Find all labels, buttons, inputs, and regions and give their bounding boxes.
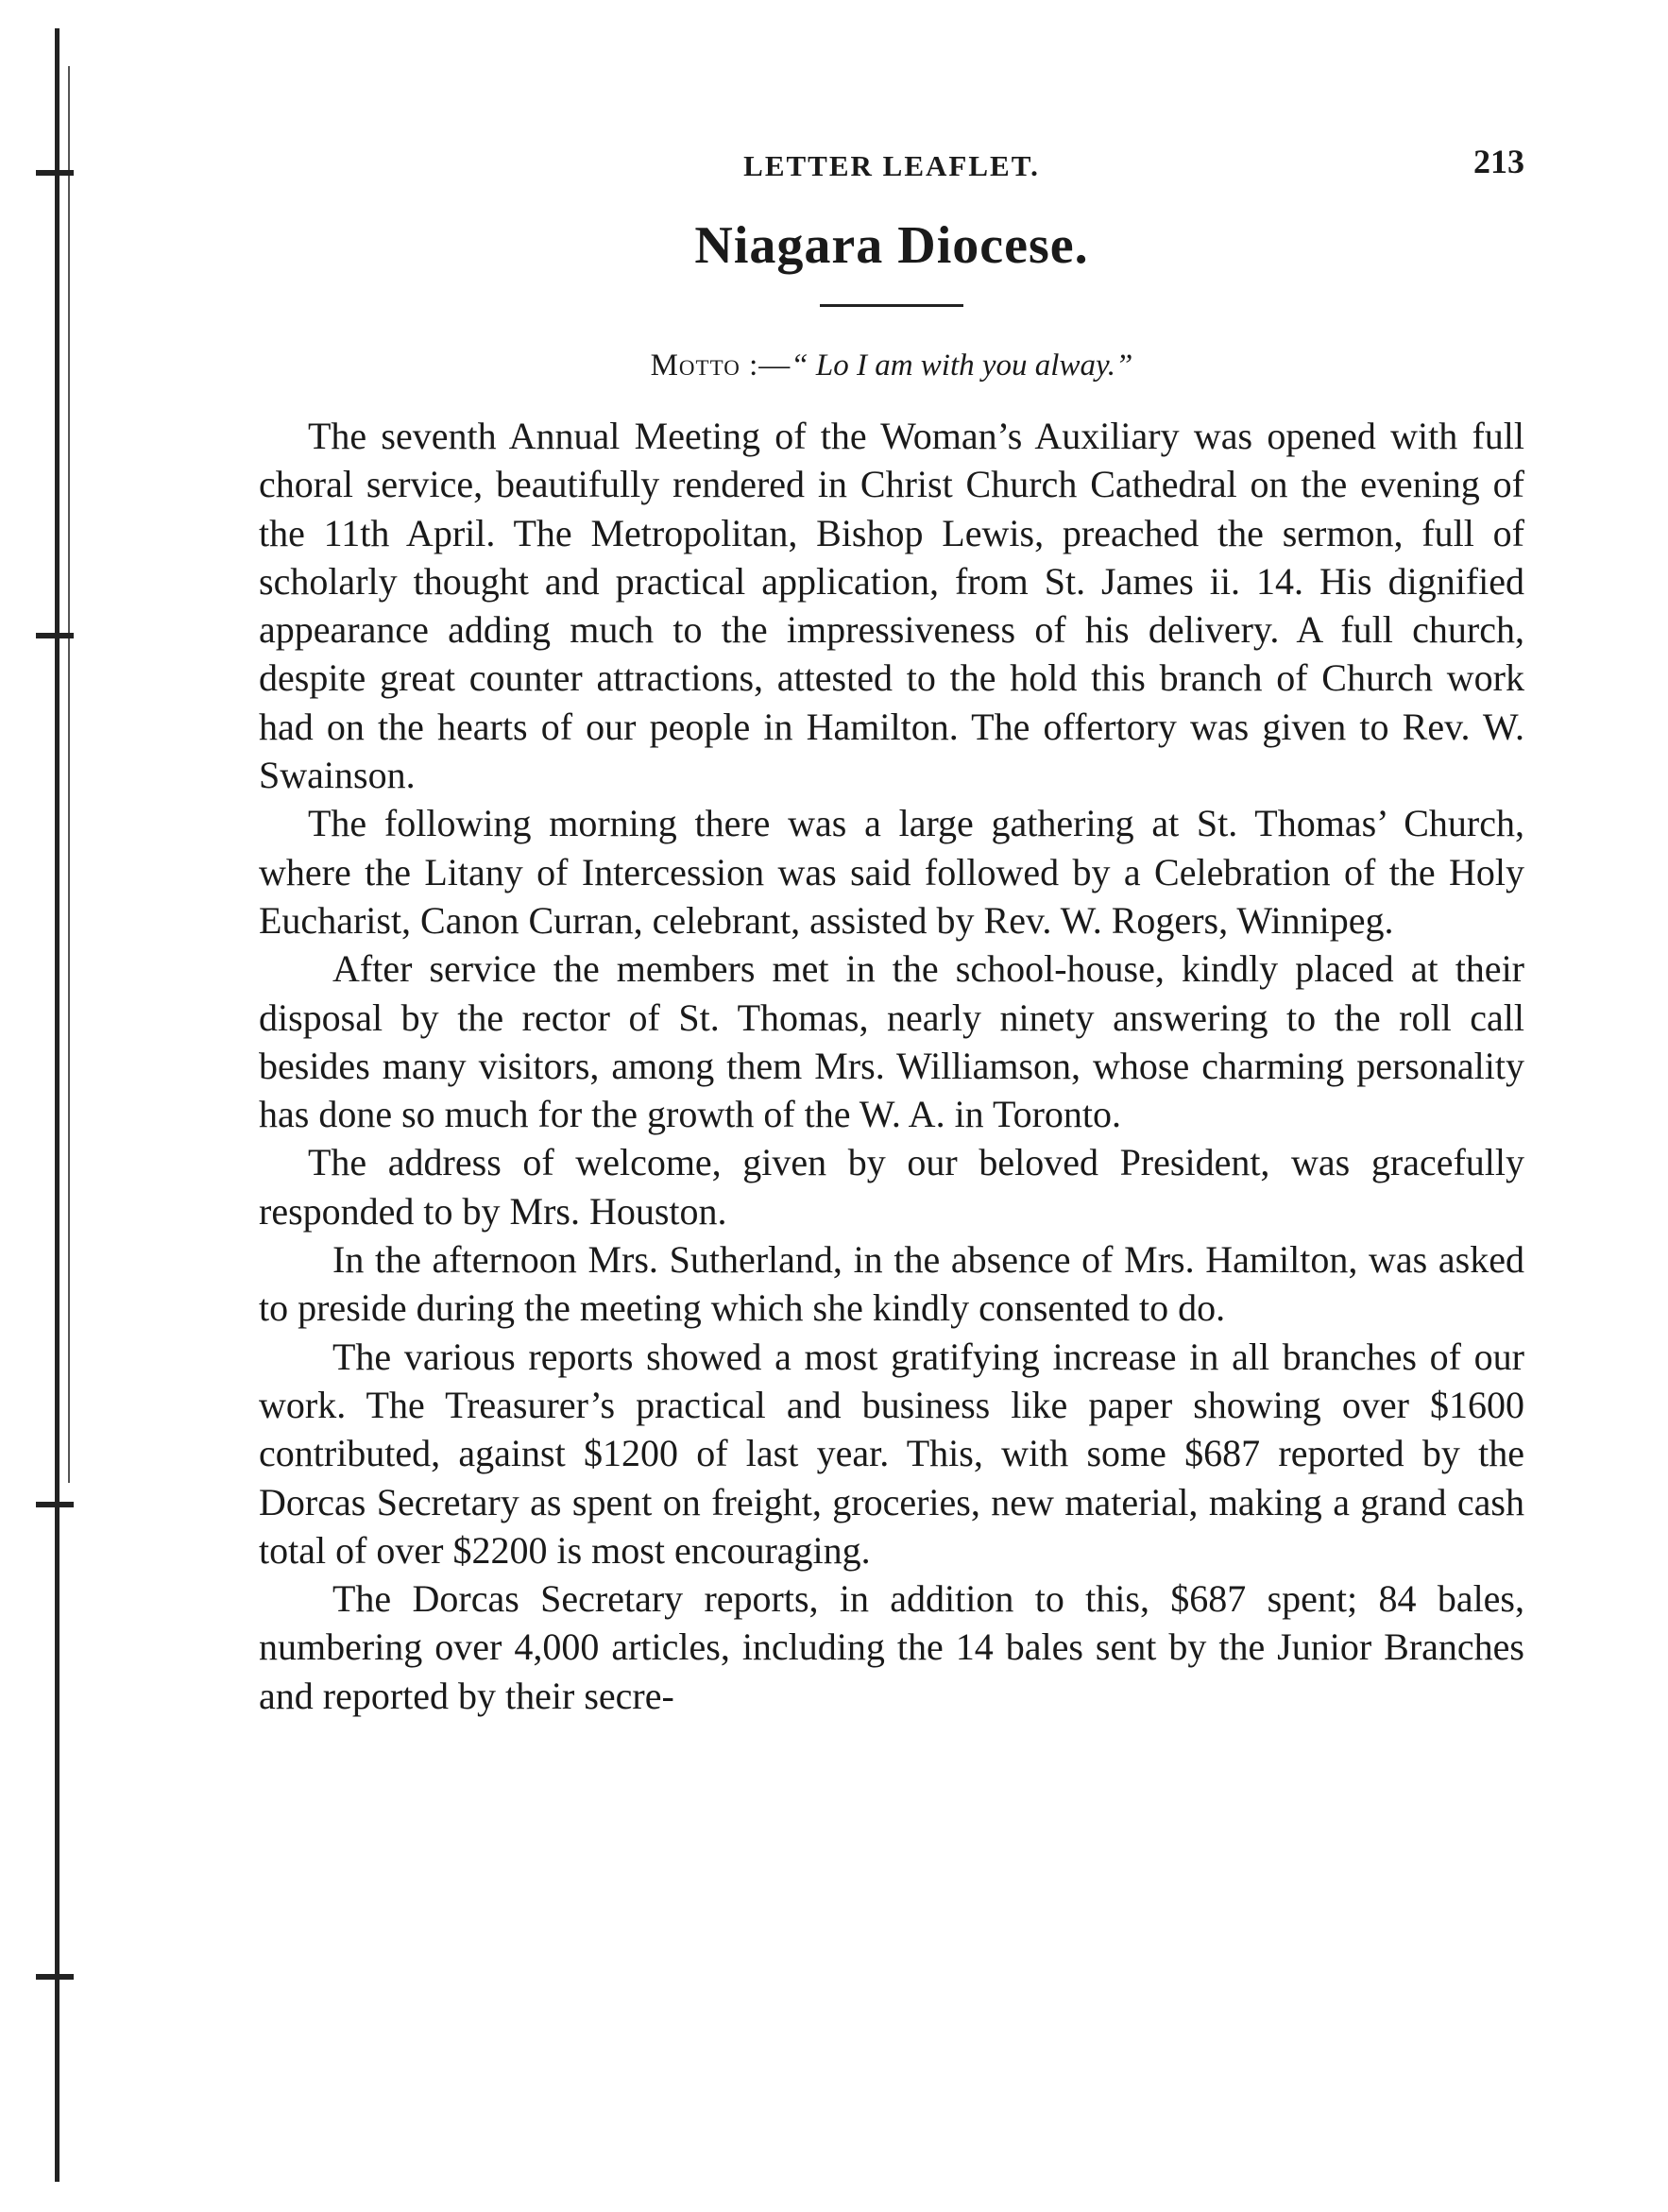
paragraph: The address of welcome, given by our beloved President, was gracefully responded to by Mrs. Houston. bbox=[259, 1141, 1524, 1233]
paragraph: The seventh Annual Meeting of the Woman’s Auxiliary was opened with full choral service, beautifully rendered in Christ Church Cathedral on the evening of the 11th April. The Metropolitan, Bishop Lewis, preached the sermon, full of scholarly thought and practical application, from St. James ii. 14. His dignified appearance adding much to the impressiveness of his delivery. A full church, despite great counter attractions, attested to the hold this branch of Church work had on the hearts of our people in Hamilton. The offertory was given to Rev. W. Swainson. bbox=[259, 415, 1524, 797]
binding-mark bbox=[36, 633, 74, 638]
binding-mark bbox=[36, 1502, 74, 1507]
binding-mark bbox=[36, 170, 74, 176]
motto bbox=[259, 349, 1524, 383]
motto-text: “ Lo I am with you alway.” bbox=[791, 349, 1133, 383]
page-header bbox=[259, 140, 1524, 196]
paragraph: The Dorcas Secretary reports, in addition to this, $687 spent; 84 bales, numbering over 4,000 articles, including the 14 bales sent by the Junior Branches and reported by their secre- bbox=[259, 1577, 1524, 1717]
paragraph: The various reports showed a most gratifying increase in all branches of our work. The Treasurer’s practical and business like paper showing over $1600 contributed, against $1200 of last year. This, with some $687 reported by the Dorcas Secretary as spent on freight, groceries, new material, making a grand cash total of over $2200 is most encouraging. bbox=[259, 1335, 1524, 1572]
book-page bbox=[259, 140, 1524, 1720]
paragraph: After service the members met in the school-house, kindly placed at their disposal by the rector of St. Thomas, nearly ninety answering to the roll call besides many visitors, among them Mrs. Williamson, whose charming personality has done so much for the growth of the W. A. in Toronto. bbox=[259, 947, 1524, 1136]
binding-mark bbox=[36, 1974, 74, 1980]
article-body bbox=[259, 412, 1524, 1720]
title-rule bbox=[820, 304, 963, 307]
book-binding-edge bbox=[55, 28, 60, 2182]
paragraph: In the afternoon Mrs. Sutherland, in the absence of Mrs. Hamilton, was asked to preside during the meeting which she kindly consented to do. bbox=[259, 1238, 1524, 1330]
book-binding-line bbox=[68, 66, 70, 1483]
motto-label: Motto :— bbox=[650, 349, 791, 383]
section-title: Niagara Diocese. bbox=[694, 216, 1089, 275]
page-number: 213 bbox=[1473, 143, 1524, 180]
running-title: LETTER LEAFLET. bbox=[743, 149, 1040, 182]
paragraph: The following morning there was a large gathering at St. Thomas’ Church, where the Litany of Intercession was said followed by a Celebration of the Holy Eucharist, Canon Curran, celebrant, assisted by Rev. W. Rogers, Winnipeg. bbox=[259, 802, 1524, 942]
